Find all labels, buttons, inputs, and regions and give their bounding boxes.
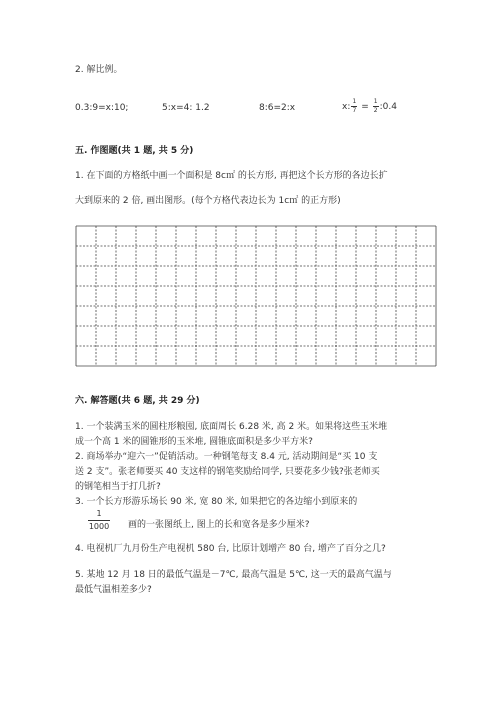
fraction-denominator: 1000	[88, 522, 110, 531]
section-six-q1-line1: 1. 一个装满玉米的圆柱形粮囤, 底面周长 6.28 米, 高 2 米。如果将这些玉米堆	[75, 422, 388, 432]
fraction-one-half	[373, 99, 379, 114]
section-six-q1-line2: 成一个高 1 米的圆锥形的玉米堆, 圆锥底面积是多少平方米?	[75, 437, 313, 447]
ratio-problem-4	[342, 99, 397, 114]
fraction-denominator: 7	[352, 107, 357, 114]
section-six-q4: 4. 电视机厂九月份生产电视机 580 台, 比原计划增产 80 台, 增产了百分之几?	[75, 544, 386, 554]
section-six-q2-line2: 送 2 支”。张老师要买 40 支这样的钢笔奖励给同学, 只要花多少钱?张老师买	[75, 467, 380, 477]
fraction-numerator: 1	[96, 509, 102, 518]
ratio-problem-3: 8:6=2:x	[259, 103, 296, 113]
ratio-problem-4-equals: =	[358, 101, 372, 112]
fraction-bar	[88, 520, 110, 521]
grid-paper	[75, 225, 437, 367]
ratio-problem-1: 0.3:9=x:10;	[75, 103, 129, 113]
section-five-q1-line2: 大到原来的 2 倍, 画出图形。(每个方格代表边长为 1c㎡ 的正方形)	[75, 196, 341, 206]
ratio-problem-4-prefix: x:	[342, 101, 351, 112]
section-six-q2-line3: 的钢笔相当于打几折?	[75, 482, 161, 492]
section-five-heading: 五. 作图题(共 1 题, 共 5 分)	[75, 146, 194, 156]
fraction-numerator: 1	[373, 98, 378, 105]
section-six-q5-line2: 最低气温相差多少?	[75, 585, 152, 595]
fraction-denominator: 2	[373, 107, 378, 114]
ratio-problem-2: 5:x=4: 1.2	[162, 103, 210, 113]
ratio-problem-4-suffix: :0.4	[379, 101, 397, 112]
section-six-heading: 六. 解答题(共 6 题, 共 29 分)	[75, 396, 200, 406]
section-five-q1-line1: 1. 在下面的方格纸中画一个面积是 8c㎡ 的长方形, 再把这个长方形的各边长扩	[75, 171, 388, 181]
section-six-q2-line1: 2. 商场举办“迎六一”促销活动。一种钢笔每支 8.4 元, 活动期间是“买 10 支	[75, 452, 378, 462]
fraction-numerator: 1	[352, 98, 357, 105]
fraction-one-thousandth	[88, 509, 110, 532]
section-six-q3-line2: 画的一张图纸上, 图上的长和宽各是多少厘米?	[128, 520, 310, 530]
section-six-q5-line1: 5. 某地 12 月 18 日的最低气温是－7℃, 最高气温是 5℃, 这一天的最高气温与	[75, 570, 392, 580]
fraction-one-seventh	[351, 99, 357, 114]
section-six-q3-line1: 3. 一个长方形游乐场长 90 米, 宽 80 米, 如果把它的各边缩小到原来的	[75, 497, 358, 507]
ratio-section-title: 2. 解比例。	[75, 65, 123, 75]
